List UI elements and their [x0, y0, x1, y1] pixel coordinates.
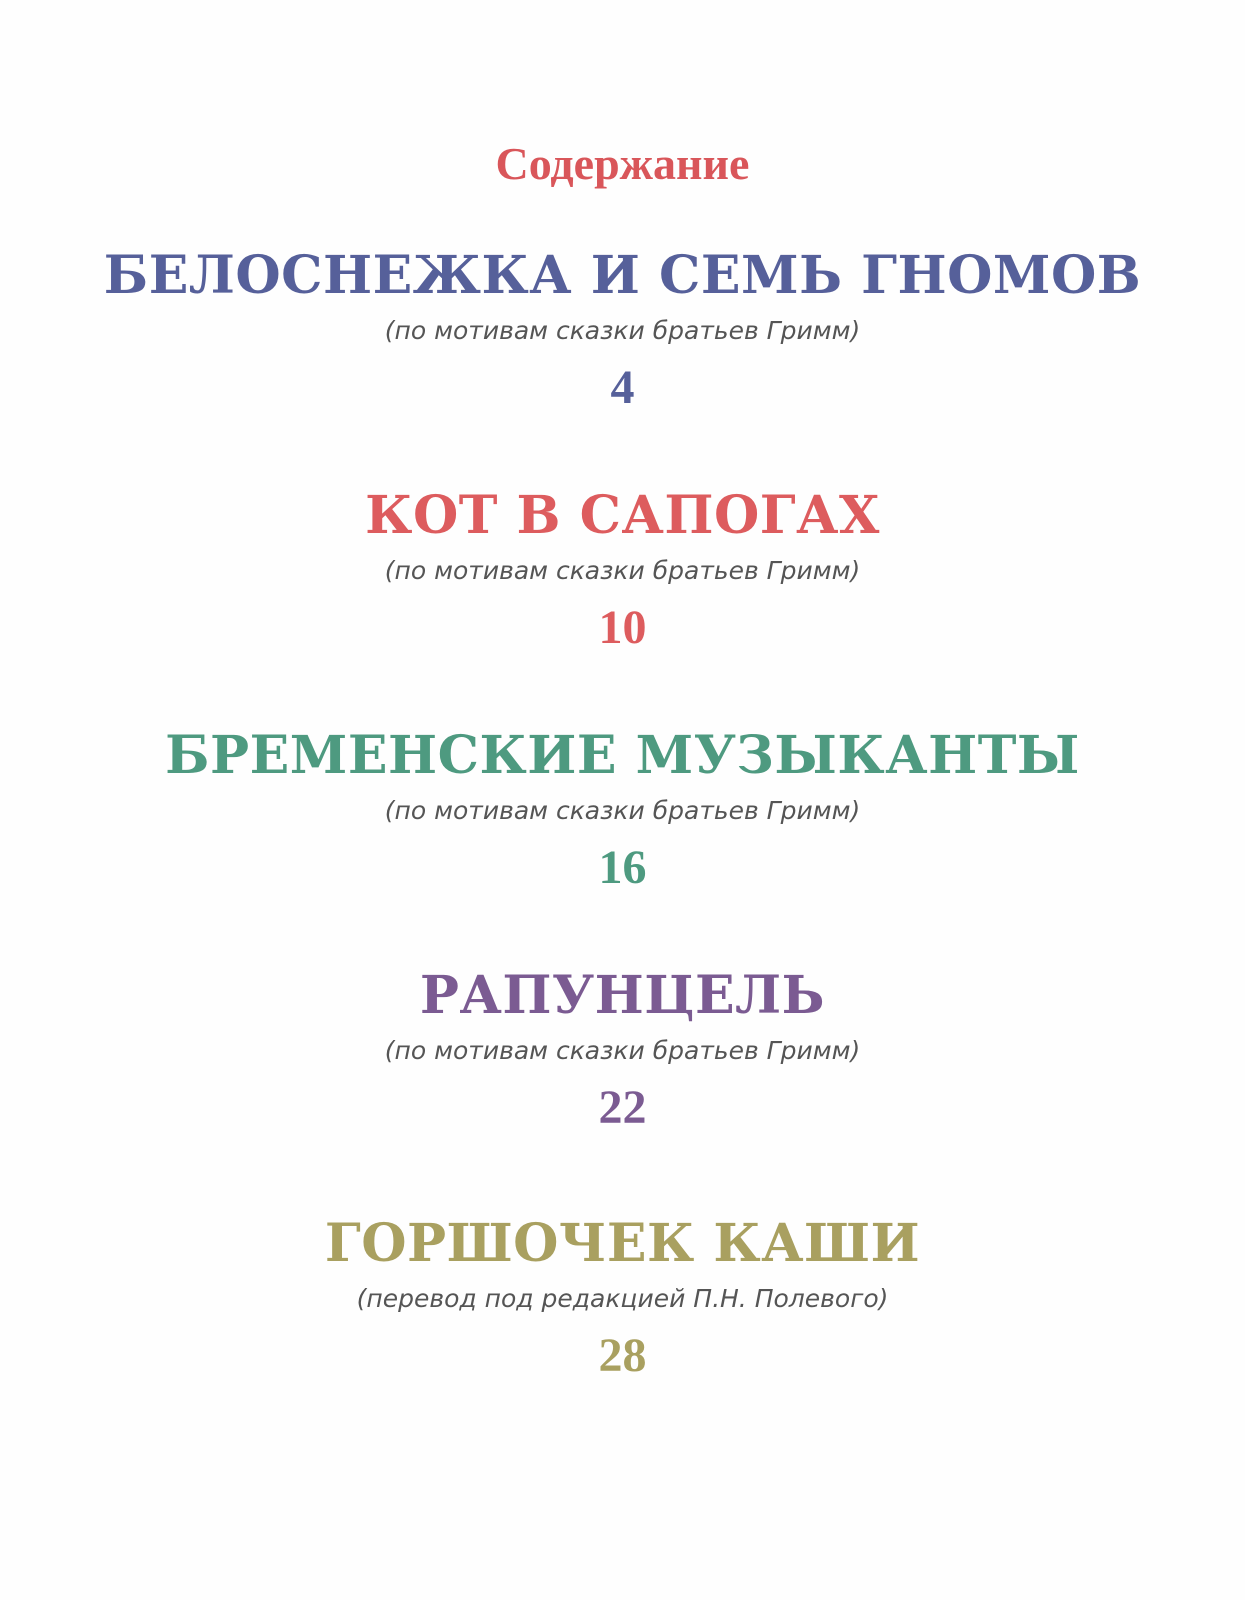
entry-subtitle: (перевод под редакцией П.Н. Полевого) — [356, 1284, 889, 1313]
entry-subtitle: (по мотивам сказки братьев Гримм) — [384, 556, 861, 585]
entry-title[interactable]: БЕЛОСНЕЖКА И СЕМЬ ГНОМОВ — [103, 245, 1142, 306]
contents-entry[interactable] — [0, 1212, 1245, 1384]
entry-page-number[interactable]: 28 — [598, 1329, 647, 1382]
contents-entry[interactable] — [0, 724, 1245, 896]
entry-page-number[interactable]: 16 — [598, 841, 647, 894]
entry-title[interactable]: ГОРШОЧЕК КАШИ — [324, 1213, 921, 1274]
contents-heading: Содержание — [495, 138, 750, 189]
entry-page-number[interactable]: 10 — [598, 601, 647, 654]
entry-subtitle: (по мотивам сказки братьев Гримм) — [384, 316, 861, 345]
entry-title[interactable]: КОТ В САПОГАХ — [365, 485, 880, 546]
entry-title[interactable]: БРЕМЕНСКИЕ МУЗЫКАНТЫ — [165, 725, 1080, 786]
entry-page-number[interactable]: 22 — [598, 1081, 647, 1134]
contents-entry[interactable] — [0, 964, 1245, 1136]
entry-subtitle: (по мотивам сказки братьев Гримм) — [384, 796, 861, 825]
contents-entry[interactable] — [0, 484, 1245, 656]
entry-page-number[interactable]: 4 — [610, 361, 635, 414]
contents-entry[interactable] — [0, 244, 1245, 416]
entry-title[interactable]: РАПУНЦЕЛЬ — [419, 965, 826, 1026]
entry-subtitle: (по мотивам сказки братьев Гримм) — [384, 1036, 861, 1065]
